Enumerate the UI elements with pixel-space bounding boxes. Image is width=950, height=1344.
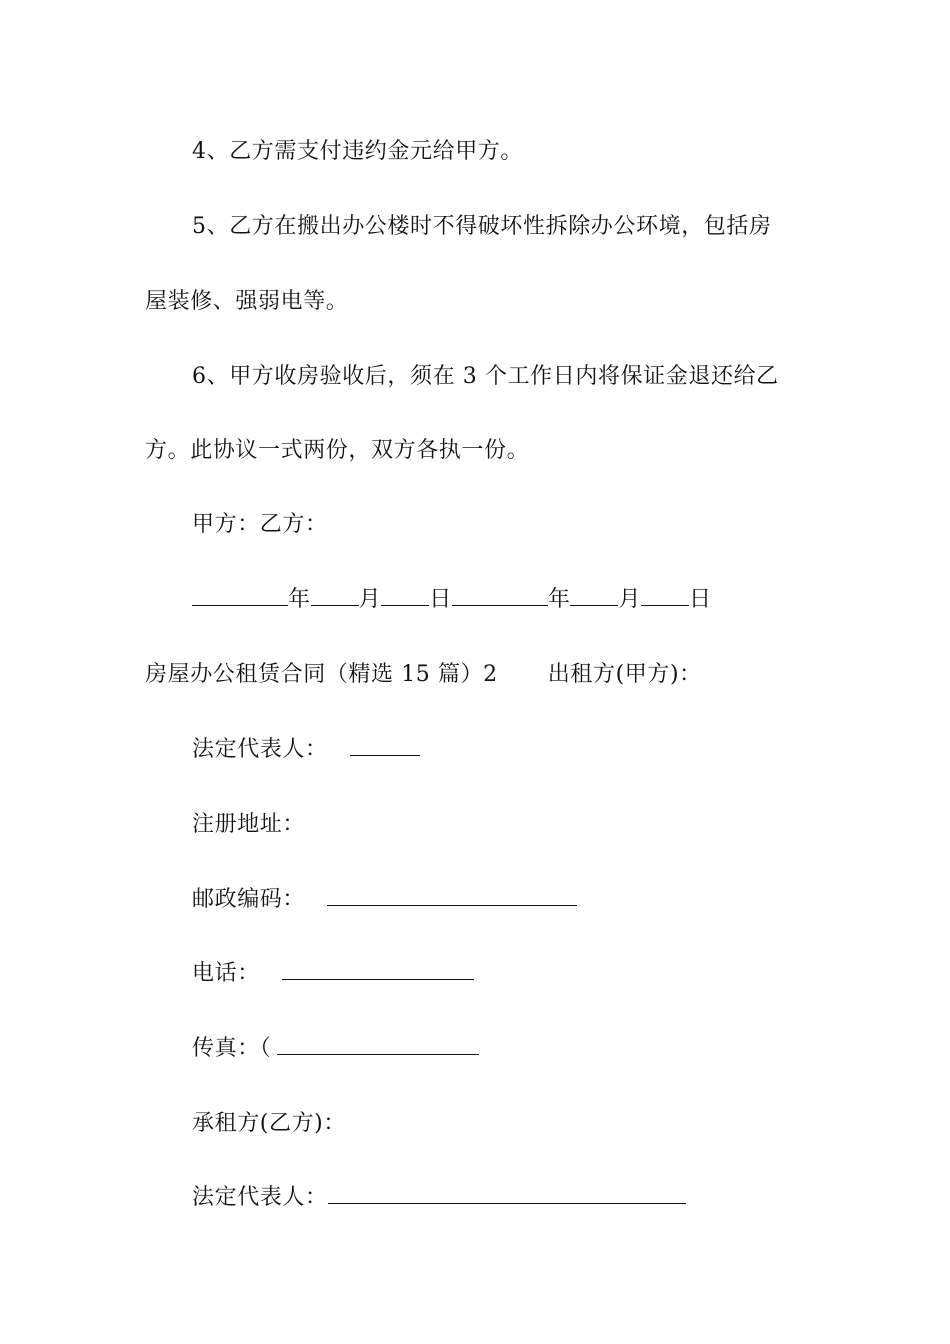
year-label-b: 年 (547, 587, 571, 612)
lessee-legal-rep-label: 法定代表人： (192, 1185, 328, 1210)
lessee-legal-rep-field (192, 1183, 686, 1213)
lessee-heading: 承租方(乙方)： (192, 1111, 346, 1136)
signature-date-line (192, 585, 712, 615)
lessor-postcode-blank (327, 885, 577, 906)
day-label-a: 日 (429, 587, 452, 612)
day-blank-a (381, 585, 429, 606)
lessor-heading: 出租方(甲方)： (547, 662, 702, 687)
lessor-phone-field (192, 959, 474, 989)
lessor-legal-rep-field (192, 735, 420, 765)
signature-parties: 甲方：乙方： (192, 512, 328, 537)
lessor-postcode-field (192, 885, 577, 915)
month-blank-b (570, 585, 618, 606)
lessor-fax-field (192, 1034, 479, 1064)
lessor-fax-blank (277, 1034, 479, 1055)
year-blank-b (452, 585, 548, 606)
lessee-legal-rep-blank (328, 1183, 686, 1204)
day-label-b: 日 (689, 587, 712, 612)
clause-5-line-2: 屋装修、强弱电等。 (145, 289, 349, 314)
clause-4: 4、乙方需支付违约金元给甲方。 (192, 139, 523, 164)
lessor-postcode-label: 邮政编码： (192, 887, 306, 912)
day-blank-b (641, 585, 689, 606)
contract-heading (145, 660, 702, 690)
year-label-a: 年 (288, 587, 311, 612)
month-label-a: 月 (358, 587, 382, 612)
year-blank-a (192, 585, 288, 606)
contract-title: 房屋办公租赁合同（精选 15 篇）2 (145, 662, 498, 687)
lessor-legal-rep-blank (350, 735, 420, 756)
lessor-address-field: 注册地址： (192, 812, 306, 837)
lessor-phone-blank (282, 959, 474, 980)
month-label-b: 月 (618, 587, 642, 612)
lessor-legal-rep-label: 法定代表人： (192, 737, 328, 762)
clause-6-line-1: 6、甲方收房验收后，须在 3 个工作日内将保证金退还给乙 (192, 364, 779, 389)
lessor-phone-label: 电话： (192, 961, 260, 986)
lessor-fax-label: 传真：（ (192, 1036, 272, 1061)
clause-6-line-2: 方。此协议一式两份，双方各执一份。 (145, 438, 530, 463)
clause-5-line-1: 5、乙方在搬出办公楼时不得破坏性拆除办公环境，包括房 (192, 214, 772, 239)
month-blank-a (311, 585, 359, 606)
